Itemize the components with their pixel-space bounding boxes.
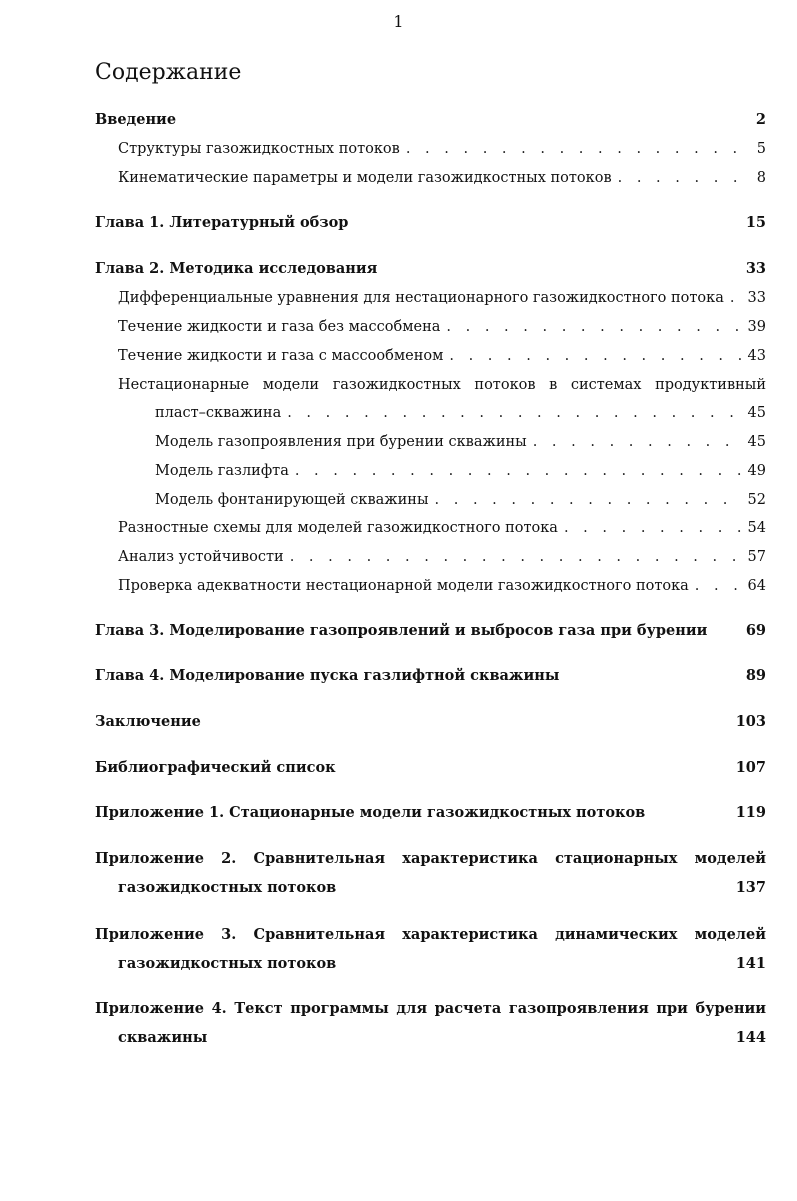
toc-page: 33 [745,260,766,277]
toc-entry-appendix-1[interactable] [95,806,766,821]
toc-entry-adequacy-check[interactable] [118,579,766,594]
toc-entry-intro[interactable] [95,113,766,128]
leader-dots [295,464,742,479]
toc-label: Глава 3. Моделирование газопроявлений и выбросов газа при бурении [95,622,708,639]
toc-entry-nonstationary-models-line1[interactable]: Нестационарные модели газожидкостных потоков в системах продуктивный [118,377,766,393]
toc-entry-conclusion[interactable] [95,715,766,730]
toc-entry-with-mass-exchange[interactable] [118,349,766,364]
toc-page: 33 [747,290,766,306]
toc-label: Введение [95,111,177,128]
toc-label: Проверка адекватности нестационарной модели газожидкостного потока [118,578,689,594]
leader-dots [695,579,742,594]
toc-entry-gas-show-model[interactable] [155,435,766,450]
toc-page: 2 [755,111,766,128]
toc-entry-structures[interactable] [118,142,766,157]
toc-label: газожидкостных потоков [118,879,337,896]
toc-page: 107 [735,759,766,776]
toc-entry-appendix-4-line2[interactable] [118,1031,766,1046]
toc-entry-diff-equations[interactable] [118,291,766,306]
toc-entry-chapter-3[interactable] [95,624,766,639]
page-number: 1 [393,12,404,31]
toc-label: Кинематические параметры и модели газожидкостных потоков [118,170,612,186]
toc-page: 103 [735,713,766,730]
toc-entry-bibliography[interactable] [95,761,766,776]
toc-page: 43 [747,348,766,364]
toc-entry-no-mass-exchange[interactable] [118,320,766,335]
toc-label: пласт–скважина [155,405,282,421]
toc-entry-kinematic[interactable] [118,171,766,186]
leader-dots [290,550,742,565]
toc-page: 5 [756,141,766,157]
toc-entry-nonstationary-models-line2[interactable] [155,406,766,421]
toc-title: Содержание [95,60,242,85]
toc-page: 49 [747,463,766,479]
toc-entry-flowing-well-model[interactable] [155,493,766,508]
toc-label: Анализ устойчивости [118,549,284,565]
leader-dots [446,320,741,335]
toc-page: 137 [735,879,766,896]
toc-label: Библиографический список [95,759,336,776]
leader-dots [618,171,751,186]
toc-label: Структуры газожидкостных потоков [118,141,400,157]
toc-page: 45 [747,434,766,450]
toc-entry-appendix-2-line2[interactable] [118,881,766,896]
toc-page: 64 [747,578,766,594]
toc-label: Течение жидкости и газа с массообменом [118,348,444,364]
toc-entry-chapter-2[interactable] [95,262,766,277]
toc-label: Заключение [95,713,201,730]
toc-entry-chapter-4[interactable] [95,669,766,684]
leader-dots [730,291,742,306]
toc-page: 45 [747,405,766,421]
toc-page: 52 [747,492,766,508]
toc-entry-appendix-4-line1[interactable]: Приложение 4. Текст программы для расчета газопроявления при бурении [95,1000,766,1017]
toc-page: 39 [747,319,766,335]
toc-entry-chapter-1[interactable] [95,216,766,231]
toc-label: Дифференциальные уравнения для нестационарного газожидкостного потока [118,290,724,306]
toc-label: скважины [118,1029,208,1046]
toc-label: газожидкостных потоков [118,955,337,972]
toc-label: Глава 4. Моделирование пуска газлифтной скважины [95,667,560,684]
toc-entry-appendix-2-line1[interactable]: Приложение 2. Сравнительная характеристика стационарных моделей [95,850,766,867]
toc-label: Глава 1. Литературный обзор [95,214,349,231]
leader-dots [564,521,742,536]
toc-entry-stability[interactable] [118,550,766,565]
toc-label: Модель газопроявления при бурении скважины [155,434,527,450]
toc-entry-appendix-3-line1[interactable]: Приложение 3. Сравнительная характеристика динамических моделей [95,926,766,943]
toc-page: 57 [747,549,766,565]
toc-entry-appendix-3-line2[interactable] [118,957,766,972]
toc-page: 54 [747,520,766,536]
toc-page: 144 [735,1029,766,1046]
leader-dots [287,406,741,421]
toc-page: 141 [735,955,766,972]
toc-label: Глава 2. Методика исследования [95,260,378,277]
toc-page: 69 [745,622,766,639]
toc-label: Течение жидкости и газа без массобмена [118,319,441,335]
leader-dots [406,142,751,157]
leader-dots [435,493,742,508]
toc-label: Приложение 1. Стационарные модели газожидкостных потоков [95,804,646,821]
toc-page: 15 [745,214,766,231]
toc-label: Модель фонтанирующей скважины [155,492,429,508]
toc-page: 119 [735,804,766,821]
toc-page: 8 [756,170,766,186]
toc-label: Модель газлифта [155,463,289,479]
toc-page: 89 [745,667,766,684]
leader-dots [449,349,741,364]
toc-label: Разностные схемы для моделей газожидкостного потока [118,520,558,536]
leader-dots [533,435,742,450]
toc-entry-gaslift-model[interactable] [155,464,766,479]
toc-entry-difference-schemes[interactable] [118,521,766,536]
